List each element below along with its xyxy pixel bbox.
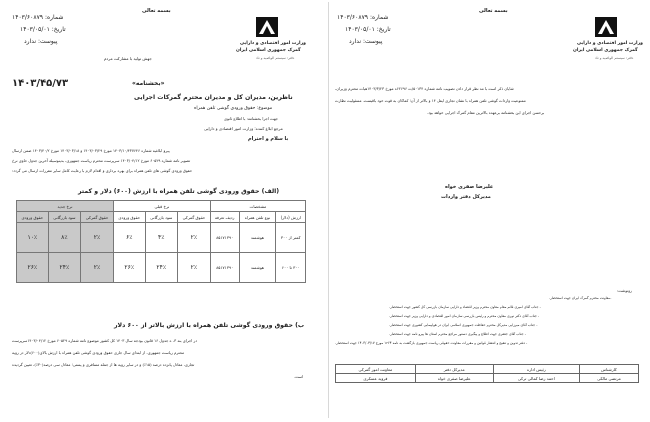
classification-label: بسمه تعالی xyxy=(479,8,508,14)
subject-line: موضوع: حقوق ورودی گوشی تلفن همراه xyxy=(194,106,273,111)
cc-line: - جناب آقای میرزایی مدیرکل محترم حفاظت جمهوری اسلامی ایران در هواپیمایی کشوری جهت استحضار. xyxy=(389,323,538,327)
col-old-commercial: سود بازرگانی xyxy=(145,212,177,223)
duty-rates-table xyxy=(16,200,306,283)
letter-date: تاریخ: ۱۴۰۳/۰۵/۰۱ xyxy=(345,26,391,33)
col-new-commercial: سود بازرگانی xyxy=(48,212,80,223)
header-new-rate: نرخ جدید xyxy=(17,201,114,212)
sig-name: علیرضا صفری خواه xyxy=(415,374,493,383)
sig-header: مدیرکل دفتر xyxy=(415,365,493,374)
col-type: نوع تلفن همراه xyxy=(239,212,276,223)
sig-name: فروید عسکری xyxy=(336,374,416,383)
customs-name: گمرک جمهوری اسلامی ایران xyxy=(573,48,638,53)
sig-header: معاونت امور گمرکی xyxy=(336,365,416,374)
sig-header: رئیس اداره xyxy=(493,365,579,374)
classification-label: بسمه تعالی xyxy=(142,8,171,14)
cc-line: - جناب آقای دکتر نوری معاون محترم و رئیس بازرسی سازمان امور اقتصادی و دارایی وزیر جهت استحضار. xyxy=(389,314,540,318)
customs-name: گمرک جمهوری اسلامی ایران xyxy=(236,48,301,53)
col-new-duty: حقوق ورودی xyxy=(17,212,49,223)
letter-attachment: پیوست: ندارد xyxy=(349,38,383,45)
sig-header: کارشناس xyxy=(579,365,638,374)
col-old-duty: حقوق ورودی xyxy=(113,212,145,223)
body-line: ممنوعیت واردات گوشی تلفن همراه با نشان تجاری ایفل ۱۴ و بالاتر از آن؛ کماکان به قوت خود باقیست. مسئولیت نظارت xyxy=(335,98,526,103)
header-old-rate: نرخ قبلی xyxy=(113,201,210,212)
letter-number: شماره: ۱۴۰۳/۶۰۸۷۹ xyxy=(337,14,389,21)
cc-line: -معاونت محترم گمرک ایران جهت استحضار. xyxy=(549,296,612,300)
section-a-title: (الف) حقوق ورودی گوشی تلفن همراه با ارزش (۶۰۰) دلار و کمتر xyxy=(78,188,280,195)
slogan: جهش تولید با مشارکت مردم xyxy=(104,56,152,61)
signer-name: علیرضا صفری خواه xyxy=(445,184,494,190)
cc-line: - جناب آقای امیری قائم مقام معاون محترم وزیر اقتصاد و دارایی سازمان بازرسی کل کشور جهت استحضار. xyxy=(389,305,541,309)
body-line: شایان ذکر است با مد نظر قرار دادن تصویب نامه شماره ۵۰۱۳۴/ت ۶۲۶۹۶ه مورخ ۱۴۰۳/۳/۲۳هیات محترم وزیران، xyxy=(335,86,514,91)
greeting: با سلام و احترام xyxy=(248,136,289,142)
executor-line: جهت اجرا بخشنامه: با اطلاع ثانوی xyxy=(224,116,278,121)
col-tariff: ردیف تعرفه xyxy=(210,212,239,223)
table-row: ۳۰۰ تا ۶۰۰ هوشمند ۸۵۱۷۱۳۹۰ ۲٪ ۲۴٪ ۲۶٪ ۲٪ ۲۴٪ ۲۶٪ xyxy=(17,253,306,283)
body-line: تصویر نامه شماره ۶۰۵۲۹ مورخ ۱۴۰۳/۰۴/۱۲ سرپرست محترم ریاست جمهوری، بدینوسیله آخرین جدول حاوی نرخ xyxy=(12,158,191,163)
customs-logo-icon xyxy=(254,16,280,38)
cc-line: - دفتر تدوین و تنقیح و انتشار قوانین و مقررات معاونت حقوقی ریاست جمهوری بازگشت به نامه ۱۲۶۴ مورخ ۱۴۰۳/۰۴/۱۷ جهت استحضار. xyxy=(335,341,528,345)
cc-heading: رونوشت: xyxy=(617,288,632,293)
cc-line: - جناب آقای جعفری جهت اطلاع و پیگیری دستور مراجع محترم استان ها پیرو نامه جهت استحضار. xyxy=(389,332,526,336)
section-b-title: ب) حقوق ورودی گوشی تلفن همراه با ارزش بالاتر از ۶۰۰ دلار xyxy=(114,322,305,329)
body-line: حقوق ورودی گوشی های تلفن همراه برای بهره برداری و اقدام لازم با رعایت کامل سایر مقررات ارسال می گردد: xyxy=(12,168,193,173)
signer-title: مدیرکل دفتر واردات xyxy=(441,194,491,200)
body-line: پیرو ابلاغیه شماره ۱۴۰۳/۱۰/۴۳۷۶۴۶ مورخ ۱۴۰۳/۰۳/۲۹ و ۱۴۰۳/۰۳/۱۸ مورخ ۱۴۰۳/۴۰/۲ ضمن ارسال xyxy=(12,148,170,153)
body-b-line: در اجرای بند ۳- ه جدول ۱۶ قانون بودجه سال ۱۴۰۳ کل کشور موضوع نامه شماره ۶۰۵۲۹ مورخ ۱۴۰۳/۰۴/۱۲سرپرست xyxy=(12,338,198,343)
document-page-left xyxy=(4,2,317,418)
ministry-name: وزارت امور اقتصادی و دارایی xyxy=(240,41,306,46)
reference-line: مرجع ابلاغ کننده: وزارت امور اقتصادی و دارایی xyxy=(204,126,283,131)
sig-name: احمد رضا کمالی ترکی xyxy=(493,374,579,383)
col-value: ارزش (دلار) xyxy=(276,212,306,223)
body-b-line: محترم ریاست جمهوری، از ابتدای سال جاری حقوق ورودی گوشی تلفن همراه با ارزش بالای(۶۰۰)دلار در رویه xyxy=(12,350,185,355)
ministry-name: وزارت امور اقتصادی و دارایی xyxy=(577,41,643,46)
letter-date: تاریخ: ۱۴۰۳/۰۵/۰۱ xyxy=(20,26,66,33)
circular-code: ۱۴۰۳/۴۵/۷۳ xyxy=(12,78,69,89)
body-line: برحسن اجرای این بخشنامه برعهده بالاترین مقام گمرک اجرایی خواهد بود. xyxy=(427,110,545,115)
department-label: دفتر: سیستم الواصیه و ناد xyxy=(256,56,295,60)
customs-logo-icon xyxy=(593,16,619,38)
col-new-customs: حقوق گمرکی xyxy=(81,212,114,223)
letter-number: شماره: ۱۴۰۳/۶۰۸۷۹ xyxy=(12,14,64,21)
circular-title: «بخشنامه» xyxy=(132,80,165,87)
approval-signatures-table xyxy=(335,364,639,383)
header-spec: مشخصات xyxy=(210,201,305,212)
body-b-line: است. xyxy=(294,374,304,379)
department-label: دفتر: سیستم الواصیه و ناد xyxy=(595,56,634,60)
document-page-right xyxy=(328,2,647,418)
body-b-line: تجاری، معادل پانزده درصد (۱۵٪) و در سایر رویه ها از جمله مسافری و پستی؛ معادل سی درصد(۳۰٪)، تعیین گردیده xyxy=(12,362,195,367)
col-old-customs: حقوق گمرکی xyxy=(177,212,210,223)
letter-attachment: پیوست: ندارد xyxy=(24,38,58,45)
addressee: ناظرین، مدیران کل و مدیران محترم گمرکات اجرایی xyxy=(134,94,293,101)
sig-name: مرتضی مالکی xyxy=(579,374,638,383)
table-row: کمتر از ۳۰۰ هوشمند ۸۵۱۷۱۳۹۰ ۲٪ ۴٪ ۶٪ ۲٪ ۸٪ ۱۰٪ xyxy=(17,223,306,253)
